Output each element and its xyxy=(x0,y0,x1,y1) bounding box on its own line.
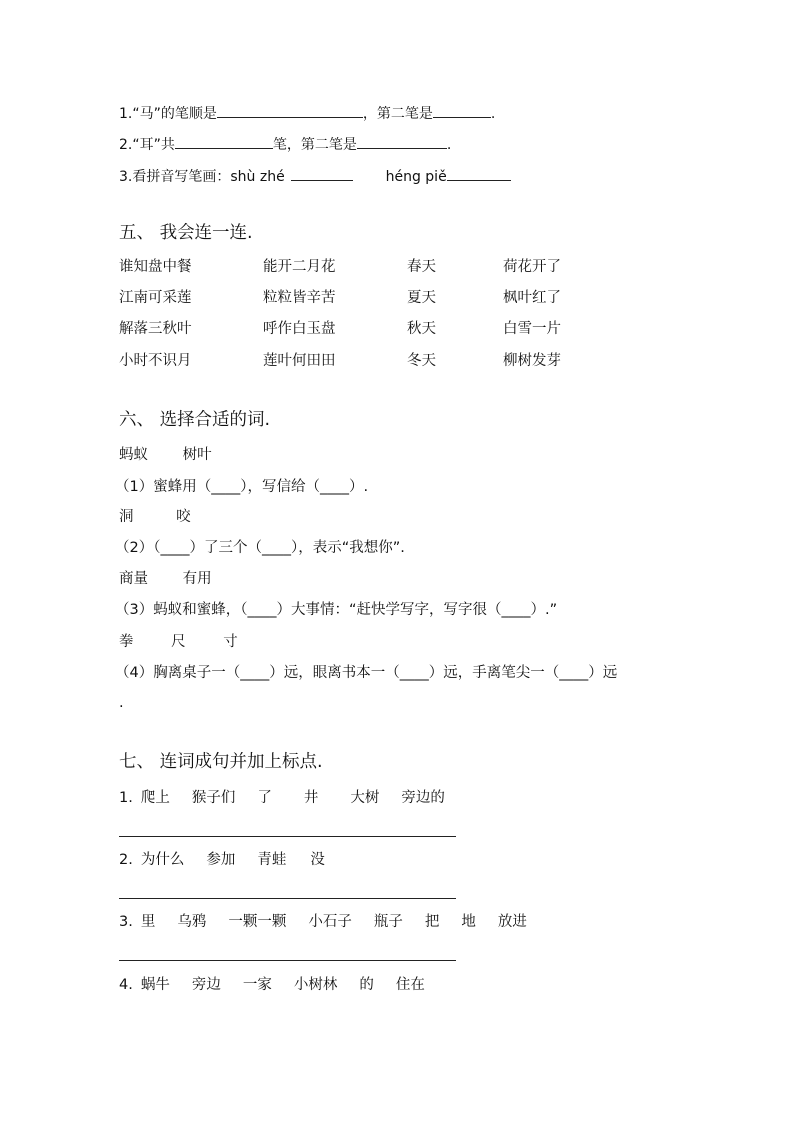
fill-sentence-1: （1）蜜蜂用（____），写信给（____）. xyxy=(115,479,369,495)
word-chip: 住在 xyxy=(395,977,425,993)
match-cell[interactable]: 荷花开了 xyxy=(503,259,561,275)
word-chip: 井 xyxy=(303,790,319,806)
word-chip: 为什么 xyxy=(140,852,185,868)
word-chip: 地 xyxy=(461,914,476,930)
match-cell[interactable]: 夏天 xyxy=(407,290,436,306)
match-cell[interactable]: 解落三秋叶 xyxy=(119,321,192,337)
fill-sentence-4-tail: . xyxy=(119,695,124,711)
match-cell[interactable]: 小时不识月 xyxy=(119,353,192,369)
word-chip: 青蛙 xyxy=(257,852,287,868)
match-cell[interactable]: 柳树发芽 xyxy=(503,353,561,369)
word-chip: 爬上 xyxy=(140,790,170,806)
match-cell[interactable]: 能开二月花 xyxy=(263,259,336,275)
q2-text-a: 2.“耳”共 xyxy=(119,137,175,153)
word-choice: 咬 xyxy=(176,509,191,525)
word-chip: 放进 xyxy=(497,914,527,930)
q1-blank-1[interactable] xyxy=(217,103,363,118)
item-number: 4. xyxy=(119,977,133,993)
word-choices-4 xyxy=(119,633,238,651)
sentence-item xyxy=(119,976,425,994)
word-chip: 小树林 xyxy=(293,977,338,993)
match-cell[interactable]: 呼作白玉盘 xyxy=(263,321,336,337)
q1-text-c: . xyxy=(490,106,496,122)
fill-sentence-4: （4）胸离桌子一（____）远，眼离书本一（____）远，手离笔尖一（____）远 xyxy=(115,665,618,681)
word-choices-1 xyxy=(119,446,212,464)
fill-sentence-3: （3）蚂蚁和蜜蜂，（____）大事情：“赶快学写字，写字很（____）.” xyxy=(115,602,558,618)
section6-title: 六、 选择合适的词. xyxy=(119,410,271,430)
match-cell[interactable]: 江南可采莲 xyxy=(119,290,192,306)
match-cell[interactable]: 粒粒皆辛苦 xyxy=(263,290,336,306)
word-choice: 尺 xyxy=(171,634,186,650)
stroke-question-1 xyxy=(119,103,495,123)
match-cell[interactable]: 白雪一片 xyxy=(503,321,561,337)
word-chip: 瓶子 xyxy=(373,914,403,930)
item-number: 3. xyxy=(119,914,133,930)
match-cell[interactable]: 莲叶何田田 xyxy=(263,353,336,369)
section5-title: 五、 我会连一连. xyxy=(119,223,253,243)
word-choice: 树叶 xyxy=(182,447,212,463)
word-chip: 小石子 xyxy=(308,914,352,930)
q1-blank-2[interactable] xyxy=(433,103,491,118)
word-choice: 寸 xyxy=(223,634,238,650)
q3-text-b: héng piě xyxy=(385,169,447,185)
match-cell[interactable]: 枫叶红了 xyxy=(503,290,561,306)
word-chip: 了 xyxy=(257,790,272,806)
q1-text-a: 1.“马”的笔顺是 xyxy=(119,106,217,122)
sentence-item xyxy=(119,913,527,931)
answer-line[interactable] xyxy=(119,836,456,837)
answer-line[interactable] xyxy=(119,960,456,961)
word-chip: 一家 xyxy=(242,977,272,993)
word-choices-2 xyxy=(119,508,191,526)
word-choice: 蚂蚁 xyxy=(119,447,148,463)
item-number: 1. xyxy=(119,790,133,806)
word-chip: 乌鸦 xyxy=(177,914,207,930)
match-cell[interactable]: 春天 xyxy=(407,259,436,275)
word-choice: 洞 xyxy=(119,509,134,525)
word-choice: 拳 xyxy=(119,634,134,650)
fill-sentence-2: （2）（____）了三个（____），表示“我想你”. xyxy=(115,540,405,556)
word-chip: 旁边 xyxy=(191,977,221,993)
word-chip: 把 xyxy=(424,914,440,930)
sentence-item xyxy=(119,851,325,869)
q2-text-c: . xyxy=(446,137,452,153)
q3-text-a: 3.看拼音写笔画：shù zhé xyxy=(119,169,285,185)
word-chip: 大树 xyxy=(350,790,380,806)
word-chip: 的 xyxy=(359,977,374,993)
word-chip: 一颗一颗 xyxy=(228,914,287,930)
item-number: 2. xyxy=(119,852,133,868)
sentence-item xyxy=(119,789,445,807)
match-cell[interactable]: 谁知盘中餐 xyxy=(119,259,192,275)
match-cell[interactable]: 秋天 xyxy=(407,321,436,337)
answer-line[interactable] xyxy=(119,898,456,899)
q2-blank-2[interactable] xyxy=(357,134,447,149)
stroke-question-3 xyxy=(119,166,511,186)
q3-blank-1[interactable] xyxy=(291,166,353,181)
q2-text-b: 笔，第二笔是 xyxy=(272,137,357,153)
q2-blank-1[interactable] xyxy=(175,134,273,149)
stroke-question-2 xyxy=(119,134,451,154)
match-cell[interactable]: 冬天 xyxy=(407,353,436,369)
q3-blank-2[interactable] xyxy=(447,166,511,181)
word-choice: 有用 xyxy=(182,571,212,587)
word-chip: 没 xyxy=(310,852,325,868)
word-choice: 商量 xyxy=(119,571,148,587)
word-chip: 蜗牛 xyxy=(140,977,170,993)
word-choices-3 xyxy=(119,570,212,588)
word-chip: 参加 xyxy=(206,852,236,868)
word-chip: 里 xyxy=(140,914,156,930)
section7-title: 七、 连词成句并加上标点. xyxy=(119,752,323,772)
q1-text-b: ，第二笔是 xyxy=(362,106,433,122)
word-chip: 猴子们 xyxy=(191,790,236,806)
word-chip: 旁边的 xyxy=(401,790,445,806)
